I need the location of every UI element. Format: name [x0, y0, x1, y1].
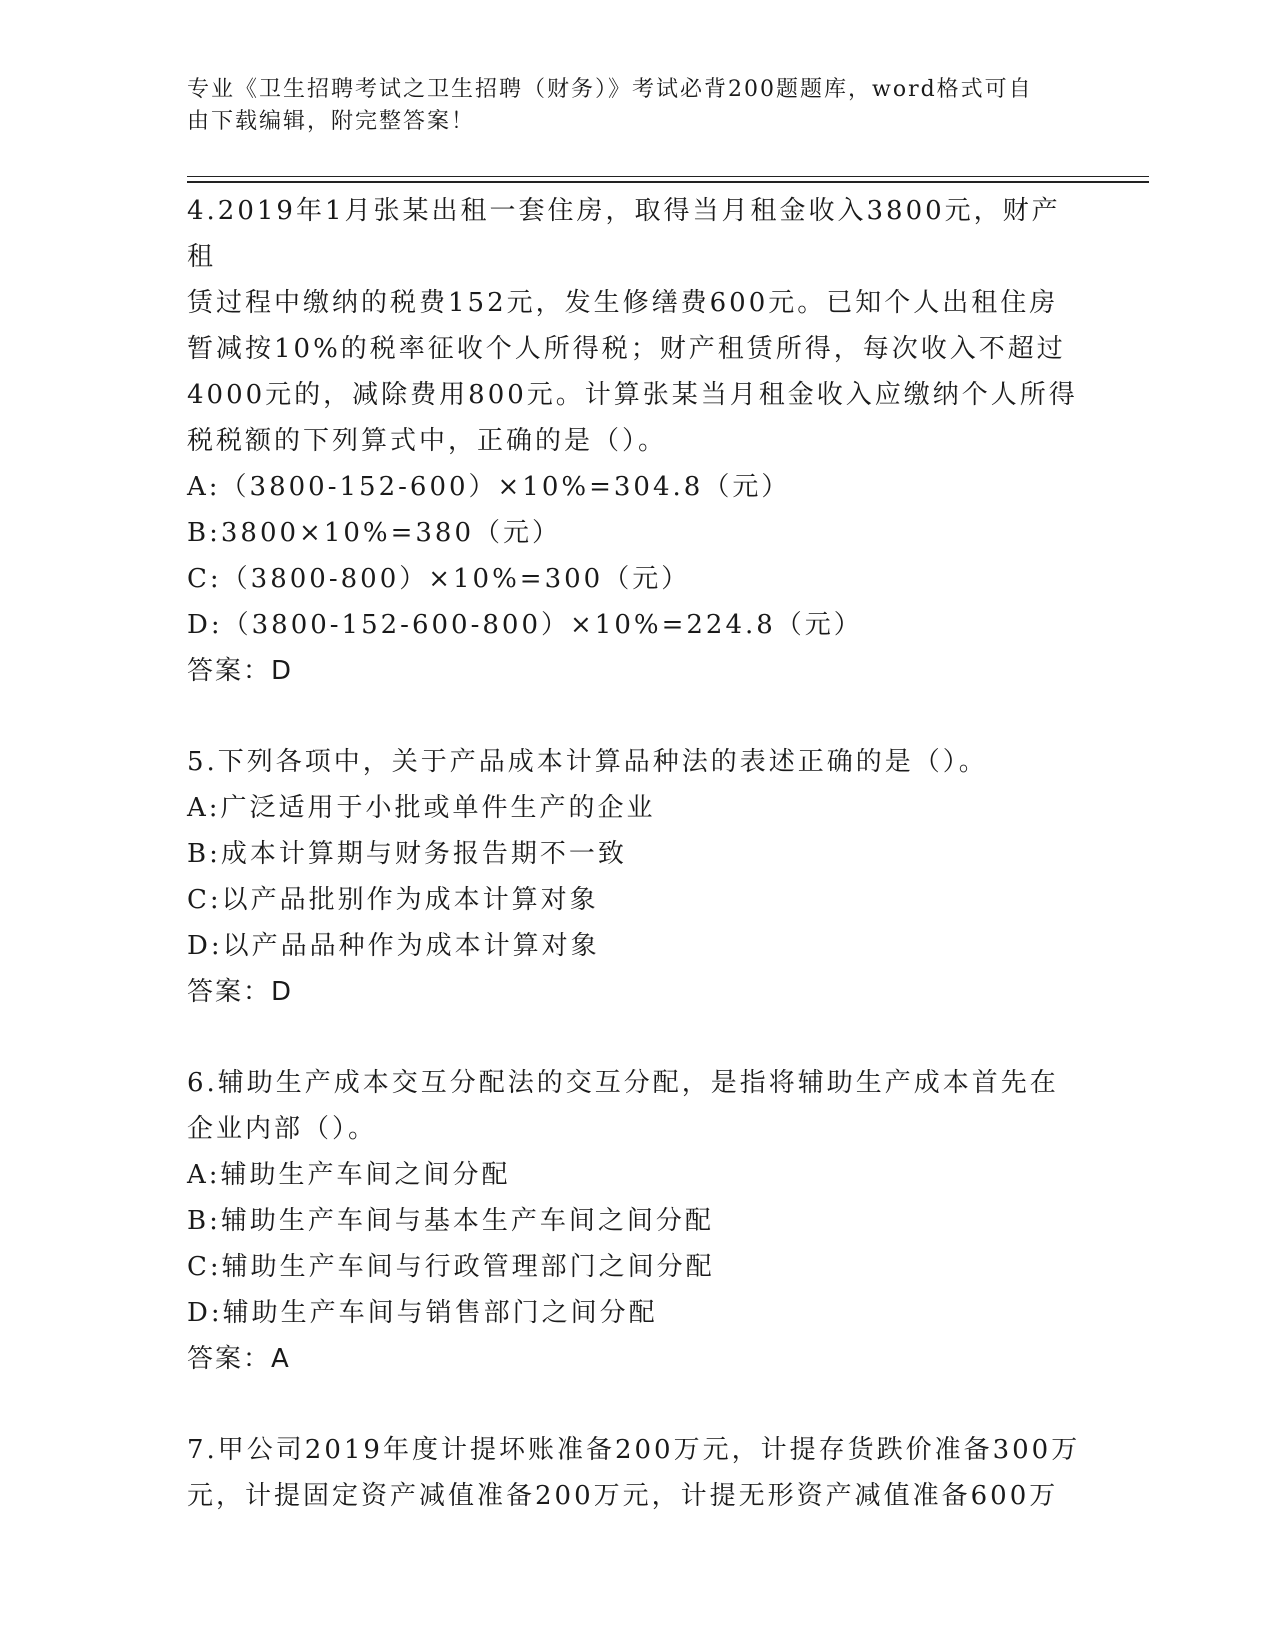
- answer: 答案：D: [187, 977, 294, 1007]
- option-a: A:（3800-152-600）×10%=304.8（元）: [187, 472, 791, 502]
- question-stem-line: 4000元的，减除费用800元。计算张某当月租金收入应缴纳个人所得: [187, 380, 1078, 410]
- header-divider: [187, 181, 1149, 183]
- question-stem-line: 6.辅助生产成本交互分配法的交互分配，是指将辅助生产成本首先在: [187, 1068, 1059, 1098]
- header-line: 专业《卫生招聘考试之卫生招聘（财务）》考试必背200题题库，word格式可自: [187, 77, 1033, 102]
- header-divider: [187, 176, 1149, 177]
- question-stem-line: 税税额的下列算式中，正确的是（）。: [187, 426, 668, 456]
- option-c: C:（3800-800）×10%=300（元）: [187, 564, 691, 594]
- question-list: [187, 188, 1087, 1564]
- question-stem-line: 赁过程中缴纳的税费152元，发生修缮费600元。已知个人出租住房: [187, 288, 1059, 318]
- option-a: A:辅助生产车间之间分配: [187, 1160, 511, 1190]
- header-line: 由下载编辑，附完整答案！: [187, 109, 476, 134]
- answer: 答案：A: [187, 1344, 291, 1374]
- option-b: B:成本计算期与财务报告期不一致: [187, 839, 627, 869]
- question-stem-line: 元，计提固定资产减值准备200万元，计提无形资产减值准备600万: [187, 1481, 1059, 1511]
- question-6: [187, 1060, 1087, 1382]
- question-stem-line: 暂减按10%的税率征收个人所得税；财产租赁所得，每次收入不超过: [187, 334, 1066, 364]
- question-7: [187, 1427, 1087, 1519]
- question-stem-line: 4.2019年1月张某出租一套住房，取得当月租金收入3800元，财产租: [187, 196, 1061, 272]
- question-stem-line: 5.下列各项中，关于产品成本计算品种法的表述正确的是（）。: [187, 747, 988, 777]
- option-d: D:辅助生产车间与销售部门之间分配: [187, 1298, 658, 1328]
- question-4: [187, 188, 1087, 694]
- answer: 答案：D: [187, 656, 294, 686]
- option-b: B:3800×10%=380（元）: [187, 518, 562, 548]
- question-5: [187, 739, 1087, 1015]
- option-c: C:以产品批别作为成本计算对象: [187, 885, 599, 915]
- option-c: C:辅助生产车间与行政管理部门之间分配: [187, 1252, 715, 1282]
- question-stem-line: 7.甲公司2019年度计提坏账准备200万元，计提存货跌价准备300万: [187, 1435, 1081, 1465]
- option-a: A:广泛适用于小批或单件生产的企业: [187, 793, 656, 823]
- option-d: D:以产品品种作为成本计算对象: [187, 931, 600, 961]
- document-header: [187, 74, 1087, 138]
- option-d: D:（3800-152-600-800）×10%=224.8（元）: [187, 610, 863, 640]
- question-stem-line: 企业内部（）。: [187, 1114, 378, 1144]
- option-b: B:辅助生产车间与基本生产车间之间分配: [187, 1206, 714, 1236]
